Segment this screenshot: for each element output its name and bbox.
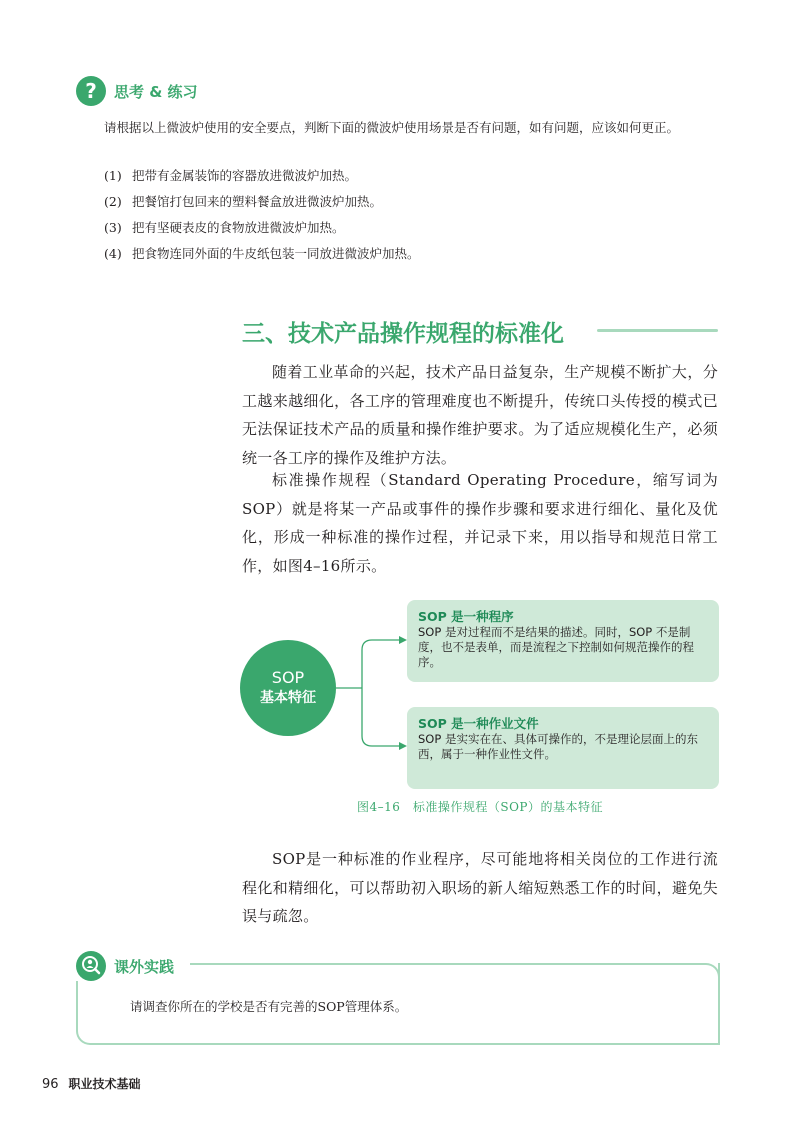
exercise-item-number: (2) bbox=[104, 194, 122, 209]
sop-node-line2: 基本特征 bbox=[260, 690, 316, 706]
exercise-item bbox=[104, 163, 357, 189]
exercise-item-number: (4) bbox=[104, 246, 122, 261]
section-heading bbox=[242, 313, 564, 349]
sop-program-box bbox=[407, 600, 719, 682]
exercise-item-number: (3) bbox=[104, 220, 122, 235]
sop-document-text: SOP 是实实在在、具体可操作的，不是理论层面上的东西，属于一种作业性文件。 bbox=[418, 732, 698, 761]
question-icon: ? bbox=[76, 76, 106, 106]
page-footer bbox=[42, 1075, 141, 1092]
sop-figure bbox=[240, 598, 720, 793]
sop-document-box bbox=[407, 707, 719, 789]
body-paragraph-2: 标准操作规程（Standard Operating Procedure，缩写词为SOP）就是将某一产品或事件的操作步骤和要求进行细化、量化及优化，形成一种标准的操作过程，并记录下来，用以指导和规范日常工作，如图4–16所示。 bbox=[242, 471, 718, 575]
exercise-item-text: 把有坚硬表皮的食物放进微波炉加热。 bbox=[132, 220, 345, 235]
exercise-item-text: 把带有金属装饰的容器放进微波炉加热。 bbox=[132, 168, 358, 183]
exercise-item bbox=[104, 241, 420, 267]
think-practice-title: 思考 & 练习 bbox=[114, 82, 198, 101]
figure-caption: 图4–16 标准操作规程（SOP）的基本特征 bbox=[356, 800, 604, 814]
exercise-item-text: 把餐馆打包回来的塑料餐盒放进微波炉加热。 bbox=[132, 194, 383, 209]
exercise-item-text: 把食物连同外面的牛皮纸包装一同放进微波炉加热。 bbox=[132, 246, 420, 261]
body-paragraph-1: 随着工业革命的兴起，技术产品日益复杂，生产规模不断扩大，分工越来越细化，各工序的管理难度也不断提升，传统口头传授的模式已无法保证技术产品的质量和操作维护要求。为了适应规模化生产，必须统一各工序的操作及维护方法。 bbox=[242, 363, 718, 467]
exercise-intro: 请根据以上微波炉使用的安全要点，判断下面的微波炉使用场景是否有问题，如有问题，应该如何更正。 bbox=[104, 120, 680, 135]
sop-program-title: SOP 是一种程序 bbox=[418, 609, 514, 624]
think-practice-header bbox=[76, 76, 198, 106]
exercise-item bbox=[104, 215, 345, 241]
practice-frame-corner bbox=[690, 963, 720, 1003]
sop-node-line1: SOP bbox=[271, 668, 305, 687]
sop-program-text: SOP 是对过程而不是结果的描述。同时，SOP 不是制度，也不是表单，而是流程之下控制如何规范操作的程序。 bbox=[418, 625, 694, 669]
magnifier-person-icon bbox=[76, 951, 106, 981]
exercise-item-number: (1) bbox=[104, 168, 122, 183]
practice-title: 课外实践 bbox=[114, 957, 175, 976]
practice-text: 请调查你所在的学校是否有完善的SOP管理体系。 bbox=[130, 999, 408, 1014]
exercise-item bbox=[104, 189, 382, 215]
section-title: 三、技术产品操作规程的标准化 bbox=[242, 320, 564, 347]
section-title-rule bbox=[597, 329, 718, 332]
practice-top-rule bbox=[190, 963, 705, 965]
practice-header bbox=[76, 951, 180, 981]
body-paragraph-3: SOP是一种标准的作业程序，尽可能地将相关岗位的工作进行流程化和精细化，可以帮助初入职场的新人缩短熟悉工作的时间，避免失误与疏忽。 bbox=[242, 850, 718, 925]
page-number: 96 bbox=[42, 1077, 59, 1092]
book-title: 职业技术基础 bbox=[68, 1077, 141, 1091]
sop-document-title: SOP 是一种作业文件 bbox=[418, 716, 539, 731]
sop-center-node bbox=[240, 640, 336, 736]
